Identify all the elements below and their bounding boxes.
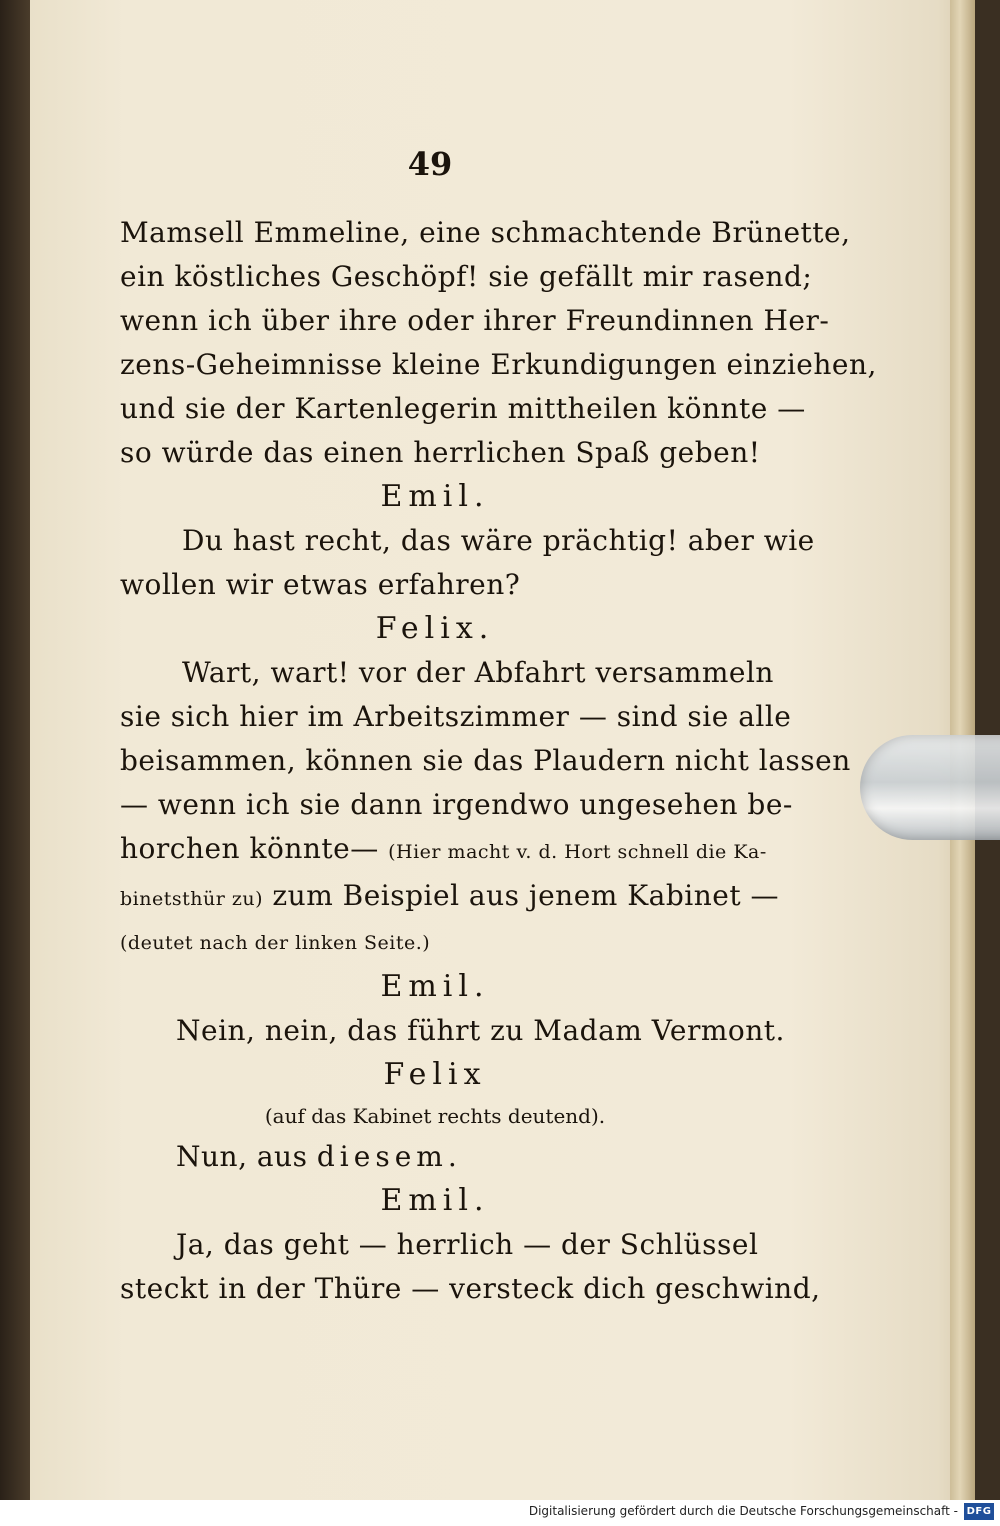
page-number: 49 bbox=[407, 145, 453, 183]
text-line: Nein, nein, das führt zu Madam Vermont. bbox=[176, 1014, 785, 1047]
text-line: ein köstliches Geschöpf! sie gefällt mir rasend; bbox=[120, 260, 813, 293]
text-line bbox=[120, 874, 779, 921]
page-text bbox=[120, 145, 877, 1311]
speaker-name: Felix. bbox=[375, 611, 495, 646]
stage-direction: (deutet nach der linken Seite.) bbox=[120, 932, 431, 954]
text-line: beisammen, können sie das Plaudern nicht lassen bbox=[120, 744, 851, 777]
text-line: steckt in der Thüre — versteck dich geschwind, bbox=[120, 1272, 821, 1305]
book-spine-shadow bbox=[0, 0, 30, 1500]
text-line: Du hast recht, das wäre prächtig! aber wie bbox=[182, 524, 815, 557]
text-line bbox=[120, 827, 767, 874]
text-line: wenn ich über ihre oder ihrer Freundinnen Her- bbox=[120, 304, 830, 337]
text-line: Mamsell Emmeline, eine schmachtende Brünette, bbox=[120, 216, 851, 249]
text-line: — wenn ich sie dann irgendwo ungesehen be- bbox=[120, 788, 793, 821]
page-clip bbox=[860, 735, 1000, 840]
dfg-logo: DFG bbox=[964, 1503, 994, 1520]
emphasized-word: diesem. bbox=[316, 1140, 462, 1173]
text-fragment: horchen könnte— bbox=[120, 832, 379, 865]
text-line: Ja, das geht — herrlich — der Schlüssel bbox=[176, 1228, 759, 1261]
text-line: wollen wir etwas erfahren? bbox=[120, 568, 521, 601]
stage-direction: binetsthür zu) bbox=[120, 888, 263, 910]
text-line: Wart, wart! vor der Abfahrt versammeln bbox=[182, 656, 774, 689]
footer-bar bbox=[0, 1500, 1000, 1526]
speaker-name: Felix bbox=[383, 1057, 487, 1092]
stage-direction: (Hier macht v. d. Hort schnell die Ka- bbox=[388, 841, 767, 863]
text-line bbox=[120, 1135, 720, 1179]
footer-credit: Digitalisierung gefördert durch die Deutsche Forschungsgemeinschaft - bbox=[528, 1504, 958, 1518]
text-fragment: zum Beispiel aus jenem Kabinet — bbox=[272, 879, 779, 912]
speaker-name: Emil. bbox=[380, 479, 490, 514]
speaker-name: Emil. bbox=[380, 969, 490, 1004]
text-line: und sie der Kartenlegerin mittheilen könnte — bbox=[120, 392, 806, 425]
text-fragment: Nun, aus bbox=[176, 1140, 308, 1173]
speaker-name: Emil. bbox=[380, 1183, 490, 1218]
text-line: so würde das einen herrlichen Spaß geben! bbox=[120, 436, 761, 469]
text-line: zens-Geheimnisse kleine Erkundigungen einziehen, bbox=[120, 348, 877, 381]
text-line: sie sich hier im Arbeitszimmer — sind sie alle bbox=[120, 700, 792, 733]
stage-direction: (auf das Kabinet rechts deutend). bbox=[264, 1104, 606, 1128]
